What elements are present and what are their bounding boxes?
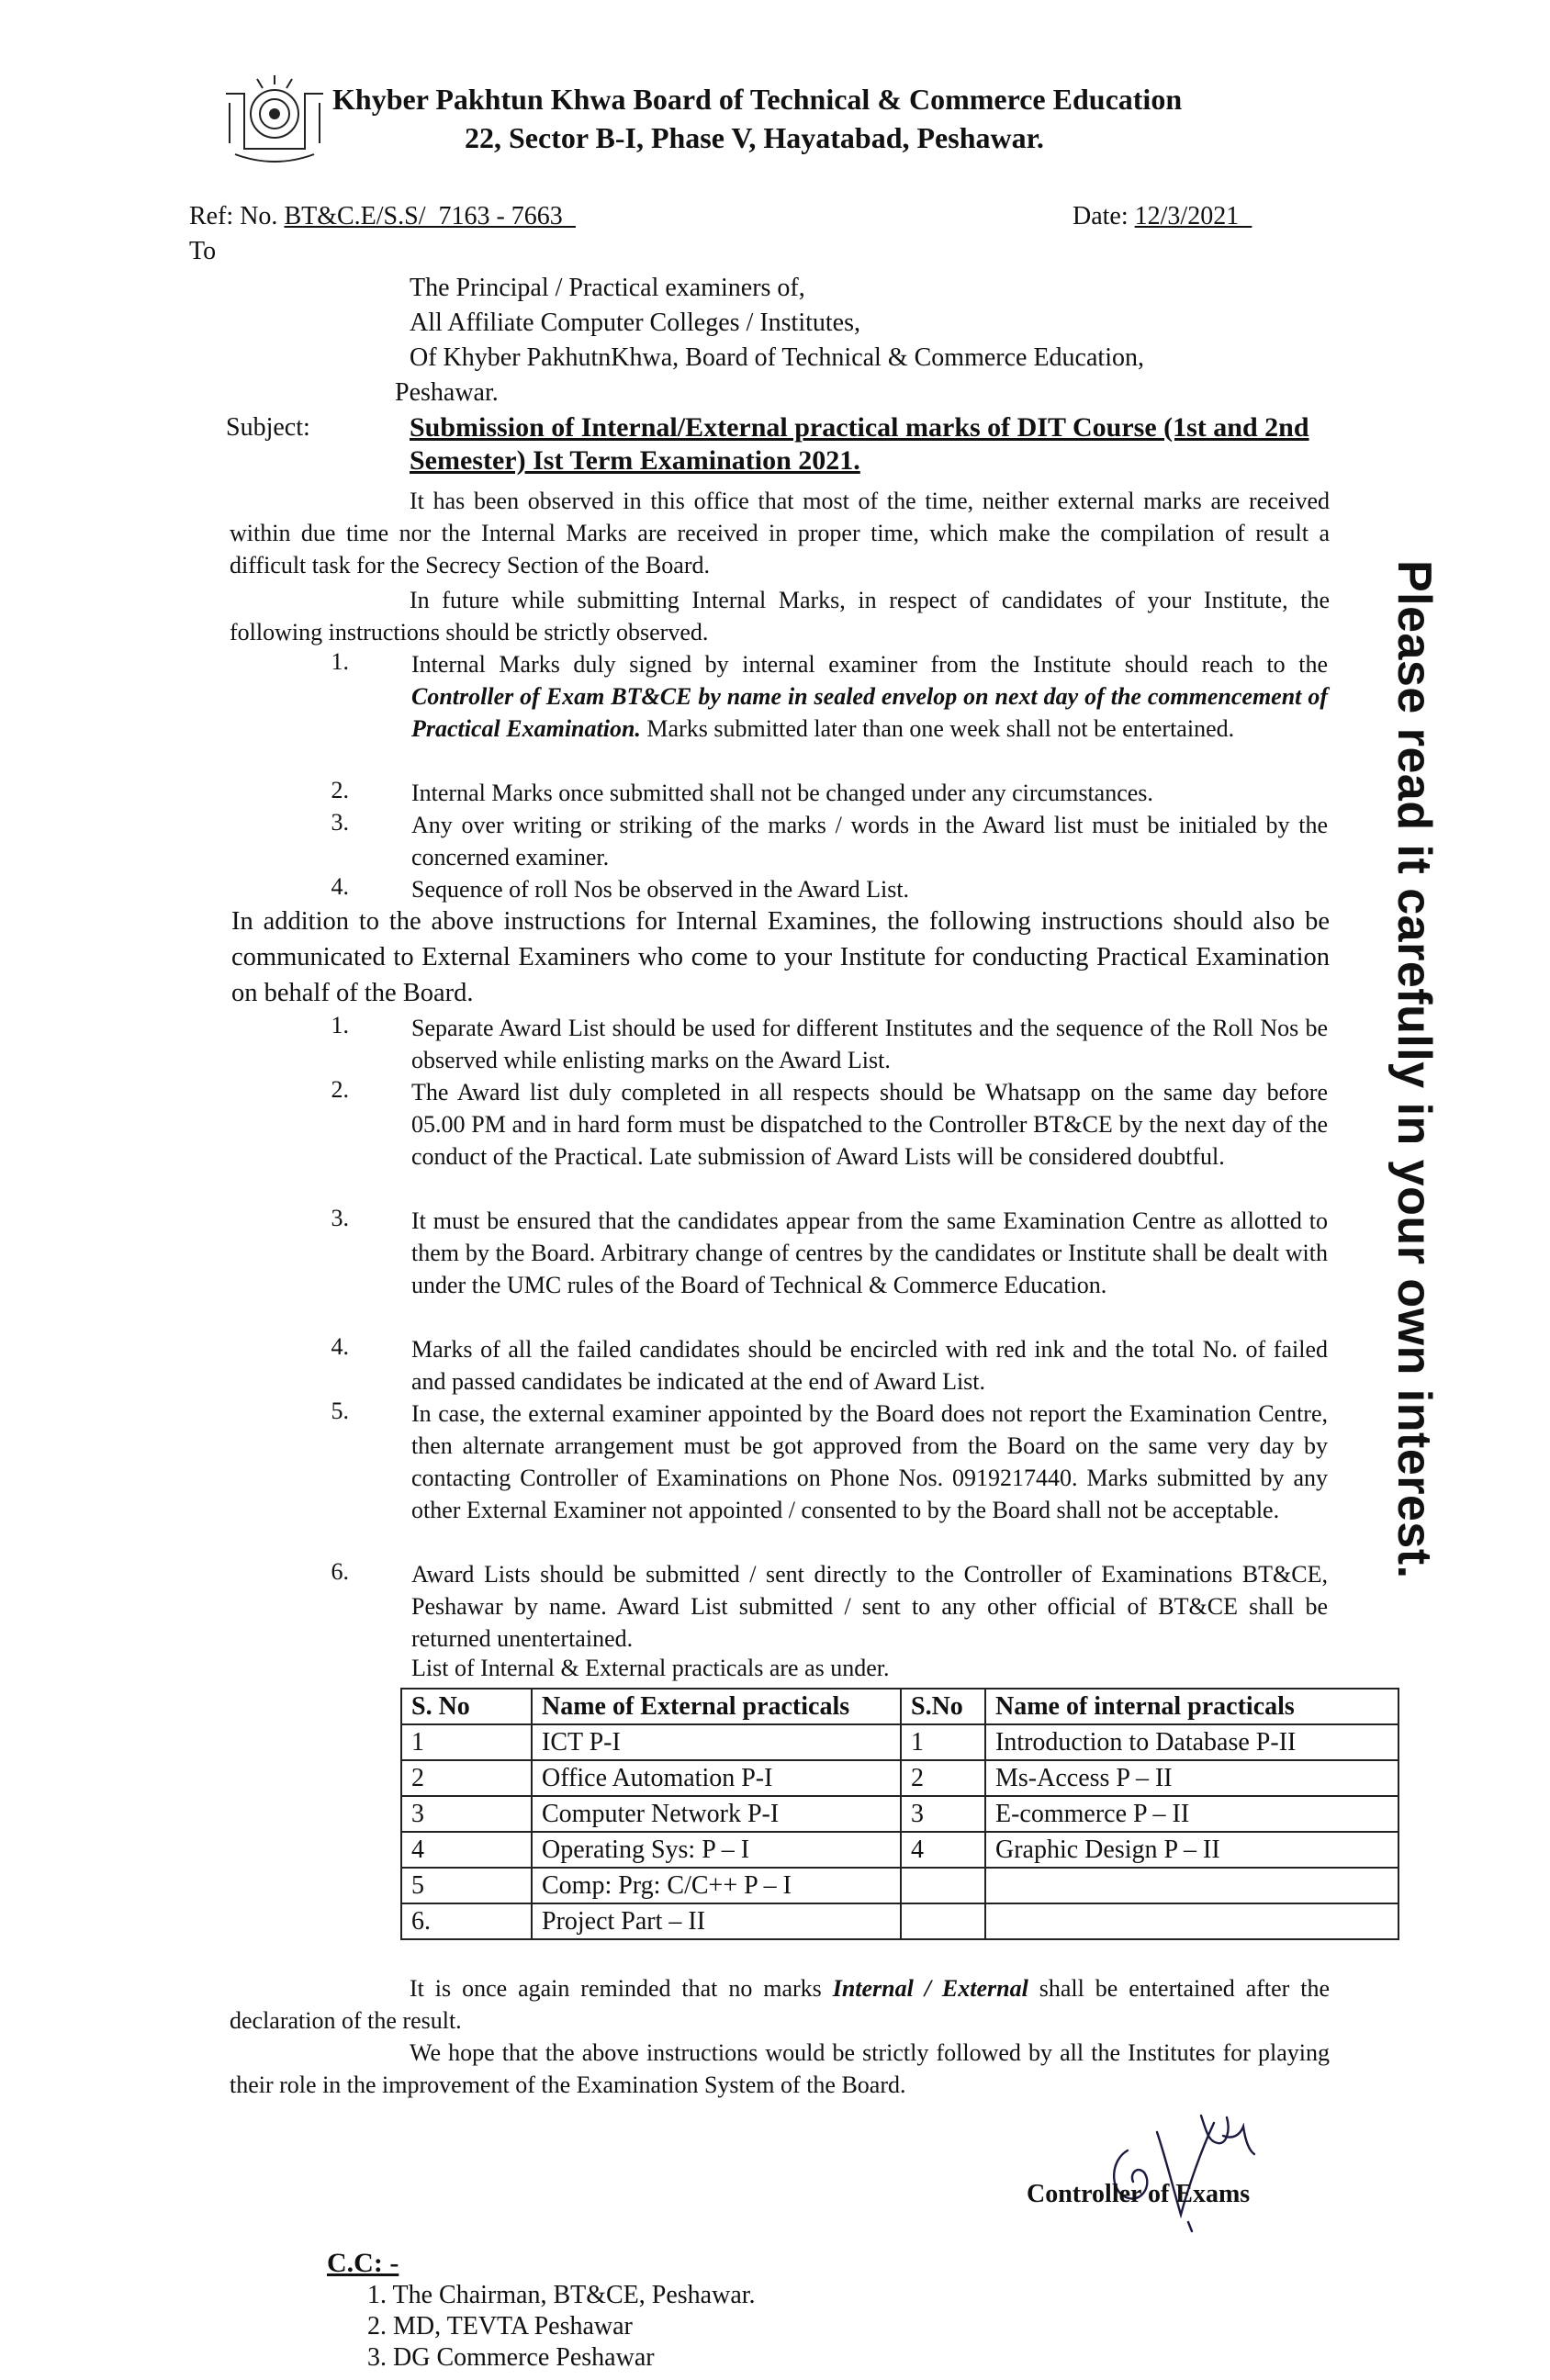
table-cell: 3 bbox=[401, 1796, 532, 1832]
paragraph-text: It has been observed in this office that most of the time, neither external marks are received within due time nor the Internal Marks are received in proper time, which make the compilation of result a difficult task for the Secrecy Section of the Board. bbox=[230, 488, 1330, 578]
org-name: Khyber Pakhtun Khwa Board of Technical & Commerce Education bbox=[332, 83, 1183, 116]
column-header: Name of External practicals bbox=[532, 1689, 901, 1724]
table-cell: Office Automation P-I bbox=[532, 1760, 901, 1796]
list-item bbox=[411, 648, 1328, 745]
to-label: To bbox=[189, 237, 217, 265]
table-cell: 4 bbox=[401, 1832, 532, 1868]
table-cell: Operating Sys: P – I bbox=[532, 1832, 901, 1868]
table-cell bbox=[985, 1868, 1398, 1903]
table-row bbox=[401, 1796, 1398, 1832]
list-number: 6. bbox=[331, 1558, 349, 1585]
subject-text: Submission of Internal/External practical marks of DIT Course (1st and 2nd Semester) Ist Term Examination 2021. bbox=[410, 412, 1309, 476]
cc-item bbox=[367, 2281, 756, 2310]
paragraph-text: It is once again reminded that no marks bbox=[410, 1975, 833, 2002]
paragraph-text: We hope that the above instructions would be strictly followed by all the Institutes for playing their role in the improvement of the Examination System of the Board. bbox=[230, 2039, 1330, 2098]
list-item: Sequence of roll Nos be observed in the Award List. bbox=[411, 876, 910, 903]
list-number: 1. bbox=[331, 648, 349, 675]
list-item: It must be ensured that the candidates appear from the same Examination Centre as allotted to them by the Board. Arbitrary change of centres by the candidates or Institute shall be dealt with under the UMC rules of the Board of Technical & Commerce Education. bbox=[411, 1207, 1328, 1298]
paragraph-text: In future while submitting Internal Marks, in respect of candidates of your Institute, the following instructions should be strictly observed. bbox=[230, 587, 1330, 646]
table-cell: E-commerce P – II bbox=[985, 1796, 1398, 1832]
table-row bbox=[401, 1832, 1398, 1868]
paragraph-instructions-intro bbox=[230, 584, 1330, 648]
reference-line bbox=[189, 202, 576, 231]
table-row bbox=[401, 1760, 1398, 1796]
practicals-list-intro: List of Internal & External practicals are as under. bbox=[411, 1655, 890, 1681]
ref-number: BT&C.E/S.S/_7163 - 7663_ bbox=[284, 202, 576, 230]
column-header: Name of internal practicals bbox=[985, 1689, 1398, 1724]
table-cell: Project Part – II bbox=[532, 1903, 901, 1939]
closing-paragraph bbox=[230, 2037, 1330, 2101]
table-cell: 5 bbox=[401, 1868, 532, 1903]
cc-label: C.C: - bbox=[327, 2248, 399, 2278]
cc-item bbox=[367, 2312, 633, 2341]
table-cell: Computer Network P-I bbox=[532, 1796, 901, 1832]
cc-number: 2. bbox=[367, 2312, 393, 2341]
list-item: The Award list duly completed in all respects should be Whatsapp on the same day before 05.00 PM and in hard form must be dispatched to the Controller BT&CE by the next day of the conduct of the Practical. Late submission of Award Lists will be considered doubtful. bbox=[411, 1079, 1328, 1170]
table-cell bbox=[901, 1903, 985, 1939]
table-cell: Introduction to Database P-II bbox=[985, 1724, 1398, 1760]
table-header-row bbox=[401, 1689, 1398, 1724]
paragraph-external-intro bbox=[231, 904, 1330, 1011]
table-row bbox=[401, 1903, 1398, 1939]
addressee-line: Peshawar. bbox=[395, 378, 499, 407]
list-item: Marks of all the failed candidates should be encircled with red ink and the total No. of failed and passed candidates be indicated at the end of Award List. bbox=[411, 1336, 1328, 1395]
column-header: S.No bbox=[901, 1689, 985, 1724]
table-row bbox=[401, 1724, 1398, 1760]
list-number: 5. bbox=[331, 1398, 349, 1424]
list-item: Separate Award List should be used for different Institutes and the sequence of the Roll Nos be observed while enlisting marks on the Award List. bbox=[411, 1015, 1328, 1073]
cc-item bbox=[367, 2343, 655, 2373]
item-text: Internal Marks duly signed by internal examiner from the Institute should reach to the bbox=[411, 651, 1328, 678]
table-cell: 6. bbox=[401, 1903, 532, 1939]
cc-text: DG Commerce Peshawar bbox=[393, 2343, 655, 2372]
list-number: 1. bbox=[331, 1012, 349, 1038]
table-cell: Ms-Access P – II bbox=[985, 1760, 1398, 1796]
addressee-line: All Affiliate Computer Colleges / Institutes, bbox=[410, 309, 860, 337]
paragraph-text: In addition to the above instructions for Internal Examines, the following instructions should also be communicated to External Examiners who come to your Institute for conducting Practical Examination on behalf of the Board. bbox=[231, 907, 1330, 1007]
org-address: 22, Sector B-I, Phase V, Hayatabad, Peshawar. bbox=[465, 121, 1044, 154]
cc-text: MD, TEVTA Peshawar bbox=[393, 2312, 633, 2341]
addressee-line: Of Khyber PakhutnKhwa, Board of Technical & Commerce Education, bbox=[410, 343, 1144, 372]
date-label: Date: bbox=[1073, 202, 1129, 230]
list-number: 2. bbox=[331, 1076, 349, 1103]
cc-number: 3. bbox=[367, 2343, 393, 2372]
date-value: 12/3/2021_ bbox=[1134, 202, 1252, 230]
ref-label: Ref: No. bbox=[189, 202, 278, 230]
table-cell: 1 bbox=[901, 1724, 985, 1760]
paragraph-intro bbox=[230, 485, 1330, 581]
cc-number: 1. bbox=[367, 2281, 393, 2309]
list-item: Award Lists should be submitted / sent directly to the Controller of Examinations BT&CE, Peshawar by name. Award List submitted / sent to any other official of BT&CE shall be returned unentertained. bbox=[411, 1561, 1328, 1652]
list-item: In case, the external examiner appointed by the Board does not report the Examination Centre, then alternate arrangement must be got approved from the Board on the same very day by contacting Controller of Examinations on Phone Nos. 0919217440. Marks submitted by any other External Examiner not appointed / consented to by the Board shall not be acceptable. bbox=[411, 1400, 1328, 1523]
subject-label: Subject: bbox=[226, 413, 310, 442]
table-cell: 3 bbox=[901, 1796, 985, 1832]
table-row bbox=[401, 1868, 1398, 1903]
table-cell: 2 bbox=[901, 1760, 985, 1796]
list-number: 3. bbox=[331, 809, 349, 836]
date-line bbox=[1073, 202, 1252, 231]
signatory-title: Controller of Exams bbox=[1027, 2180, 1251, 2208]
table-cell: Comp: Prg: C/C++ P – I bbox=[532, 1868, 901, 1903]
cc-text: The Chairman, BT&CE, Peshawar. bbox=[392, 2281, 756, 2309]
table-cell bbox=[901, 1868, 985, 1903]
table-cell: 2 bbox=[401, 1760, 532, 1796]
table-cell: Graphic Design P – II bbox=[985, 1832, 1398, 1868]
list-number: 2. bbox=[331, 777, 349, 803]
table-cell bbox=[985, 1903, 1398, 1939]
item-text: Marks submitted later than one week shall not be entertained. bbox=[640, 715, 1235, 742]
paragraph-emphasis: Internal / External bbox=[832, 1975, 1028, 2002]
list-item: Internal Marks once submitted shall not be changed under any circumstances. bbox=[411, 780, 1153, 806]
item-emphasis: Controller of Exam BT&CE by name in sealed envelop on next day of the commencement of Practical Examination. bbox=[411, 683, 1328, 742]
list-number: 4. bbox=[331, 873, 349, 900]
column-header: S. No bbox=[401, 1689, 532, 1724]
table-cell: 1 bbox=[401, 1724, 532, 1760]
table-cell: ICT P-I bbox=[532, 1724, 901, 1760]
closing-paragraph bbox=[230, 1972, 1330, 2037]
list-number: 3. bbox=[331, 1205, 349, 1231]
table-cell: 4 bbox=[901, 1832, 985, 1868]
practicals-table bbox=[400, 1688, 1399, 1940]
paragraph-text: shall be entertained after the declaration of the result. bbox=[230, 1975, 1330, 2034]
addressee-line: The Principal / Practical examiners of, bbox=[410, 274, 805, 302]
list-item: Any over writing or striking of the marks / words in the Award list must be initialed by the concerned examiner. bbox=[411, 812, 1328, 870]
list-number: 4. bbox=[331, 1333, 349, 1360]
board-logo-icon bbox=[217, 66, 332, 169]
side-note: Please read it carefully in your own interest. bbox=[1387, 560, 1441, 1579]
handwritten-signature-icon bbox=[1093, 2095, 1276, 2233]
